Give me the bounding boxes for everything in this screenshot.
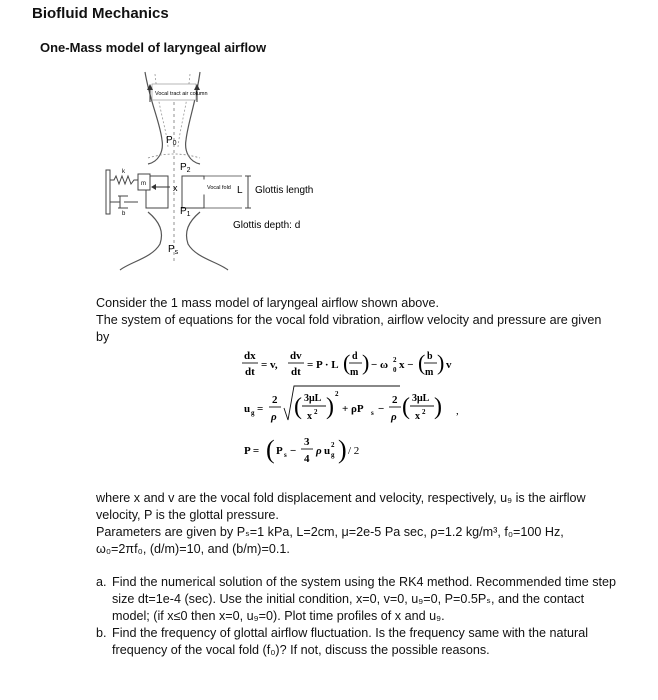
task-marker: a. <box>96 575 107 589</box>
subglottal-left <box>120 212 162 270</box>
svg-text:−: − <box>290 445 297 457</box>
svg-text:,: , <box>456 405 459 417</box>
svg-text:dt: dt <box>291 366 301 378</box>
svg-text:3μL: 3μL <box>412 393 430 404</box>
svg-text:2: 2 <box>331 441 335 449</box>
intro-paragraph <box>96 295 616 346</box>
intro-line-1: Consider the 1 mass model of laryngeal airflow shown above. <box>96 296 440 310</box>
task-text: Find the frequency of glottal airflow fluctuation. Is the frequency same with the natural frequency of the vocal fold (f₀)? If not, discuss the possible reasons. <box>112 626 589 657</box>
glottis-length-label: Glottis length <box>255 185 314 196</box>
vocal-tract-label: Vocal tract air column <box>155 91 208 97</box>
svg-text:ρ: ρ <box>391 411 397 423</box>
parameter-list: Parameters are given by Pₛ=1 kPa, L=2cm, μ=2e-5 Pa sec, ρ=1.2 kg/m³, f₀=100 Hz, ω₀=2πf₀, (d/m)=10, and (b/m)=0.1. <box>96 525 564 556</box>
equation-2 <box>244 386 459 423</box>
svg-text:2: 2 <box>314 408 318 416</box>
svg-text:/ 2: / 2 <box>348 445 360 457</box>
svg-text:P =: P = <box>244 445 260 457</box>
one-mass-model-figure <box>100 62 340 272</box>
svg-text:dt: dt <box>245 366 255 378</box>
svg-text:d: d <box>352 351 358 362</box>
svg-text:3: 3 <box>304 436 310 448</box>
svg-text:g: g <box>251 409 255 417</box>
svg-text:ρ: ρ <box>316 445 322 457</box>
svg-text:= v,: = v, <box>261 359 278 371</box>
svg-text:3μL: 3μL <box>304 393 322 404</box>
k-label: k <box>122 169 125 175</box>
svg-text:4: 4 <box>304 453 310 465</box>
section-subtitle: One-Mass model of laryngeal airflow <box>40 40 267 55</box>
p2-label: $P_2$ <box>180 162 191 174</box>
svg-text:= P · L: = P · L <box>307 359 339 371</box>
svg-text:0: 0 <box>393 366 397 374</box>
svg-text:(: ( <box>343 350 351 375</box>
equation-3 <box>244 435 359 465</box>
svg-text:u: u <box>244 403 251 415</box>
glottis-length-symbol: L <box>237 185 243 196</box>
svg-text:): ) <box>437 350 445 375</box>
svg-text:): ) <box>362 350 370 375</box>
task-item <box>96 625 616 659</box>
svg-text:x −: x − <box>399 359 414 371</box>
equation-1 <box>242 350 452 378</box>
svg-text:−: − <box>378 403 385 415</box>
wall-left <box>106 170 110 214</box>
governing-equations <box>238 346 538 480</box>
glottis-depth-label: Glottis depth: d <box>233 220 301 231</box>
p1-label: $P_1$ <box>180 206 191 218</box>
svg-text:b: b <box>427 351 433 362</box>
svg-text:g: g <box>331 451 335 459</box>
p0-label: $P_0$ <box>166 135 177 147</box>
svg-text:x: x <box>415 411 420 422</box>
b-label: b <box>122 211 126 217</box>
svg-text:(: ( <box>418 350 426 375</box>
svg-text:m: m <box>350 367 359 378</box>
page-title: Biofluid Mechanics <box>32 5 169 22</box>
subglottal-right <box>187 212 229 270</box>
svg-text:2: 2 <box>335 390 339 398</box>
variable-description: where x and v are the vocal fold displacement and velocity, respectively, u₉ is the airflow velocity, P is the glottal pressure. <box>96 491 586 522</box>
svg-text:): ) <box>338 435 347 464</box>
task-item <box>96 574 616 625</box>
svg-text:2: 2 <box>422 408 426 416</box>
svg-text:2: 2 <box>272 394 278 406</box>
task-marker: b. <box>96 626 107 640</box>
svg-text:s: s <box>371 409 374 417</box>
svg-text:=: = <box>257 403 264 415</box>
svg-text:): ) <box>434 394 442 420</box>
intro-line-2: The system of equations for the vocal fold vibration, airflow velocity and pressure are given by <box>96 313 602 344</box>
svg-text:s: s <box>284 451 287 459</box>
m-label: m <box>141 181 146 187</box>
vocal-fold-label: Vocal fold <box>207 185 231 191</box>
svg-text:m: m <box>425 367 434 378</box>
svg-text:2: 2 <box>392 394 398 406</box>
spring <box>110 176 138 184</box>
svg-text:+ ρP: + ρP <box>342 403 364 415</box>
damper <box>110 196 138 208</box>
svg-text:2: 2 <box>393 356 397 364</box>
svg-text:(: ( <box>402 394 410 420</box>
ps-label: $P_s$ <box>168 244 179 256</box>
svg-text:dx: dx <box>244 350 256 362</box>
svg-text:): ) <box>326 394 334 420</box>
svg-text:ρ: ρ <box>271 411 277 423</box>
svg-text:u: u <box>324 445 331 457</box>
task-list <box>96 574 616 659</box>
svg-text:(: ( <box>266 435 275 464</box>
svg-text:P: P <box>276 445 283 457</box>
task-text: Find the numerical solution of the system using the RK4 method. Recommended time step size dt=1e-4 (sec). Use the initial condition, x=0, v=0, u₉=0, P=0.5Pₛ, and the contact model; (if x≤0 then x=0, u₉=0). Plot time profiles of x and u₉. <box>112 575 617 623</box>
svg-text:dv: dv <box>290 350 302 362</box>
svg-text:v: v <box>446 359 452 371</box>
svg-text:− ω: − ω <box>371 359 389 371</box>
x-label: x <box>173 183 178 193</box>
svg-text:x: x <box>307 411 312 422</box>
svg-text:(: ( <box>294 394 302 420</box>
